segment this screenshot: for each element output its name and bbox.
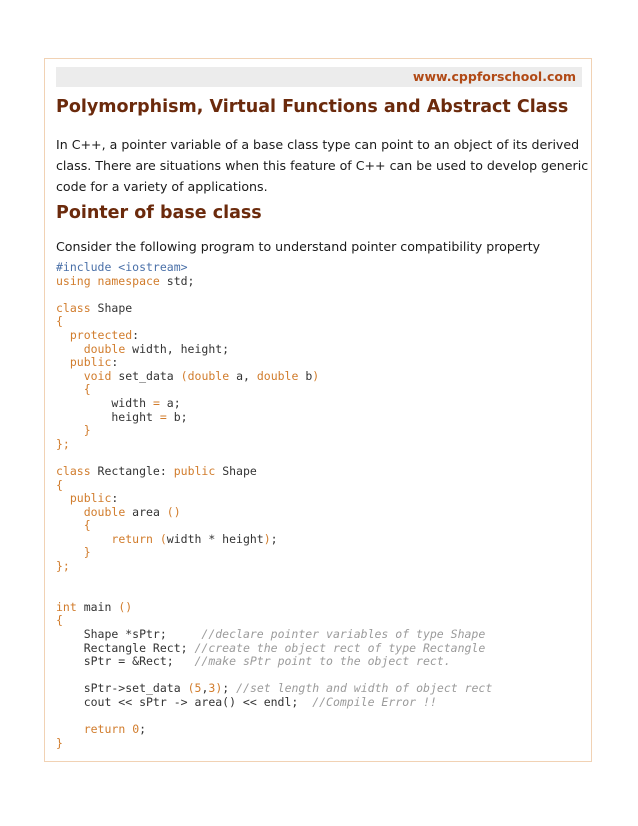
code-block bbox=[56, 261, 492, 750]
code-line bbox=[56, 519, 492, 533]
code-token: width bbox=[56, 395, 153, 410]
code-token: sPtr->set_data bbox=[56, 681, 188, 696]
code-line bbox=[56, 710, 492, 724]
code-token bbox=[56, 532, 111, 546]
intro-paragraph bbox=[56, 134, 589, 197]
code-token: class bbox=[56, 463, 91, 478]
code-token: main bbox=[76, 599, 119, 614]
code-token: #include <iostream> bbox=[56, 260, 188, 274]
code-line bbox=[56, 560, 492, 574]
consider-text: Consider the following program to understand pointer compatibility property bbox=[56, 239, 541, 254]
code-token: Rectangle: bbox=[90, 463, 174, 478]
code-line bbox=[56, 261, 492, 275]
code-line bbox=[56, 723, 492, 737]
code-line bbox=[56, 383, 492, 397]
code-token bbox=[56, 518, 84, 532]
code-token: b bbox=[298, 368, 313, 383]
code-comment: //create the object rect of type Rectangle bbox=[194, 640, 486, 655]
code-token: sPtr = &Rect; bbox=[56, 654, 195, 669]
code-token: void bbox=[83, 368, 112, 383]
code-token bbox=[56, 491, 70, 505]
code-line bbox=[56, 465, 492, 479]
code-line bbox=[56, 451, 492, 465]
code-token: ; bbox=[222, 681, 237, 696]
code-token: b; bbox=[166, 409, 188, 424]
code-line bbox=[56, 655, 492, 669]
code-token bbox=[56, 423, 84, 437]
code-comment: //Compile Error !! bbox=[312, 695, 437, 709]
code-token: protected bbox=[69, 327, 133, 342]
code-line bbox=[56, 506, 492, 520]
code-token: ) bbox=[263, 531, 271, 546]
code-line bbox=[56, 397, 492, 411]
code-line bbox=[56, 642, 492, 656]
code-token: : bbox=[132, 327, 140, 342]
code-token: { bbox=[56, 477, 63, 492]
code-token: std; bbox=[159, 273, 195, 288]
code-line bbox=[56, 438, 492, 452]
code-line bbox=[56, 696, 492, 710]
consider-paragraph bbox=[56, 236, 586, 257]
code-token: = bbox=[159, 409, 167, 424]
site-header-bar bbox=[56, 67, 582, 87]
code-token: int bbox=[56, 599, 77, 614]
code-token: public bbox=[69, 491, 112, 506]
code-line bbox=[56, 329, 492, 343]
code-token bbox=[56, 545, 84, 559]
intro-line: code for a variety of applications. bbox=[56, 179, 268, 194]
code-token: { bbox=[56, 314, 63, 329]
code-token: double bbox=[256, 368, 299, 383]
code-token: Rectangle Rect; bbox=[56, 640, 195, 655]
code-token: } bbox=[56, 735, 63, 750]
code-token bbox=[56, 355, 70, 369]
code-line bbox=[56, 682, 492, 696]
code-token: Shape bbox=[90, 300, 133, 315]
code-token bbox=[56, 382, 84, 396]
site-url-link[interactable]: www.cppforschool.com bbox=[412, 69, 576, 84]
code-token: Shape *sPtr; bbox=[56, 627, 202, 642]
code-token: double bbox=[187, 368, 230, 383]
code-token: double bbox=[83, 341, 126, 356]
code-token: : bbox=[111, 491, 119, 506]
code-token: , bbox=[201, 681, 209, 696]
code-token: ) bbox=[215, 681, 223, 696]
code-line bbox=[56, 370, 492, 384]
code-token: ( bbox=[180, 368, 188, 383]
code-token bbox=[56, 505, 84, 519]
code-line bbox=[56, 587, 492, 601]
code-token: { bbox=[83, 518, 91, 533]
code-line bbox=[56, 343, 492, 357]
code-token: return bbox=[83, 722, 126, 737]
code-token: 0 bbox=[132, 722, 140, 737]
code-token: ) bbox=[312, 368, 320, 383]
code-line bbox=[56, 614, 492, 628]
code-line bbox=[56, 288, 492, 302]
code-token: ( bbox=[152, 531, 167, 546]
code-token: = bbox=[152, 395, 160, 410]
code-line bbox=[56, 411, 492, 425]
code-comment: //set length and width of object rect bbox=[236, 681, 493, 696]
code-token: ; bbox=[270, 531, 278, 546]
code-token: set_data bbox=[111, 368, 181, 383]
code-line bbox=[56, 533, 492, 547]
code-token: { bbox=[83, 382, 91, 397]
code-comment: //declare pointer variables of type Shape bbox=[201, 627, 486, 642]
code-token: }; bbox=[56, 559, 70, 574]
code-token: 3 bbox=[208, 681, 216, 696]
code-token: width, height; bbox=[125, 341, 230, 356]
code-token: ( bbox=[187, 681, 195, 696]
code-token: () bbox=[118, 599, 133, 614]
code-line bbox=[56, 628, 492, 642]
code-line bbox=[56, 574, 492, 588]
code-line bbox=[56, 601, 492, 615]
code-line bbox=[56, 356, 492, 370]
code-comment: //make sPtr point to the object rect. bbox=[194, 654, 451, 669]
code-token: Shape bbox=[215, 463, 257, 478]
code-token: return bbox=[111, 531, 153, 546]
code-line bbox=[56, 737, 492, 751]
intro-line: class. There are situations when this feature of C++ can be used to develop generic bbox=[56, 158, 589, 173]
code-line bbox=[56, 315, 492, 329]
code-token: a; bbox=[159, 395, 181, 410]
code-token: area bbox=[125, 504, 167, 519]
code-token: { bbox=[56, 613, 63, 628]
section-heading: Pointer of base class bbox=[56, 203, 262, 223]
code-token: ; bbox=[139, 722, 147, 737]
code-token: public bbox=[173, 463, 216, 478]
intro-line: In C++, a pointer variable of a base class type can point to an object of its derived bbox=[56, 137, 580, 152]
code-line bbox=[56, 479, 492, 493]
code-token: } bbox=[83, 423, 91, 438]
code-token: cout << sPtr -> area() << endl; bbox=[56, 695, 313, 709]
code-token bbox=[56, 328, 70, 342]
code-token: class bbox=[56, 300, 91, 315]
code-token: height bbox=[56, 409, 160, 424]
code-line bbox=[56, 492, 492, 506]
code-token: double bbox=[83, 504, 126, 519]
code-token bbox=[56, 369, 84, 383]
code-line bbox=[56, 546, 492, 560]
code-token: : bbox=[111, 355, 119, 370]
code-token bbox=[56, 722, 84, 736]
code-line bbox=[56, 302, 492, 316]
code-token: width * height bbox=[166, 531, 264, 546]
page-title: Polymorphism, Virtual Functions and Abstract Class bbox=[56, 97, 569, 117]
code-token: a, bbox=[229, 368, 257, 383]
code-token: using namespace bbox=[56, 273, 160, 288]
code-token bbox=[56, 342, 84, 356]
code-token: 5 bbox=[194, 681, 202, 696]
code-token: public bbox=[69, 355, 112, 370]
code-token: } bbox=[83, 545, 91, 560]
code-line bbox=[56, 669, 492, 683]
code-line bbox=[56, 275, 492, 289]
code-token: }; bbox=[56, 436, 70, 451]
code-token: () bbox=[166, 504, 181, 519]
code-line bbox=[56, 424, 492, 438]
